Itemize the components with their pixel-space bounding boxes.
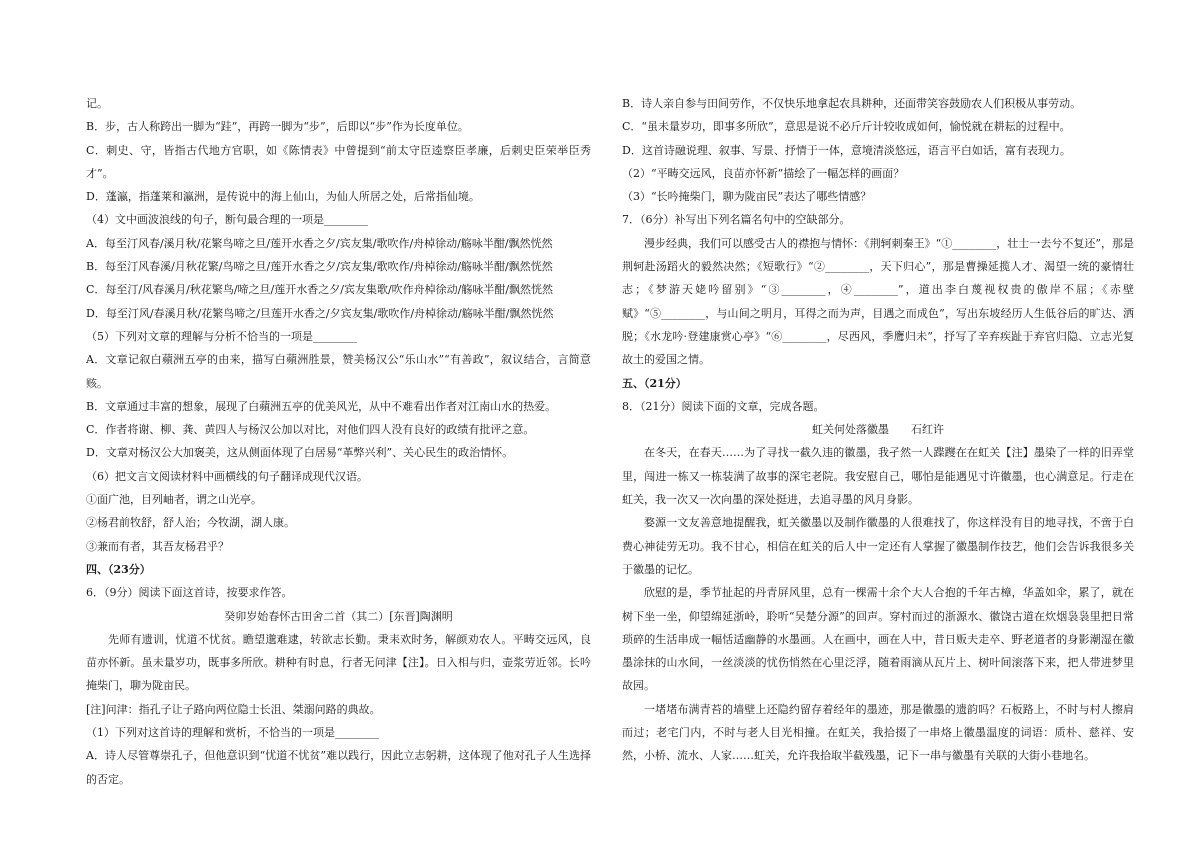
right-paragraph: 7．（6分）补写出下列名篇名句中的空缺部分。 [622,213,851,227]
left-paragraph: A．每至汀风春/溪月秋/花繁鸟啼之旦/莲开水香之夕/宾友集/歌吹作/舟棹徐动/觞咏半酣/飘然恍然 [86,236,553,250]
left-paragraph: 先师有遗训，忧道不忧贫。瞻望邈难逮，转欲志长勤。秉耒欢时务，解颜劝农人。平畴交远风，良苗亦怀新。虽未量岁功，既事多所欣。耕种有时息，行者无问津【注】。日入相与归，壶浆劳近邻。长吟掩柴门，聊为陇亩民。 [86,632,591,693]
left-paragraph: C．刺史、守，皆指古代地方官职，如《陈情表》中曾提到“前太守臣逵察臣孝廉，后刺史臣荣举臣秀才”。 [86,143,591,180]
left-paragraph: [注]问津：指孔子让子路向两位隐士长沮、桀溺问路的典故。 [86,702,381,716]
right-paragraph: （3）“长吟掩柴门，聊为陇亩民”表达了哪些情感？ [622,190,872,204]
left-paragraph: ②杨君前牧舒，舒人治；今牧湖，湖人康。 [86,516,295,530]
left-paragraph: ①面广池，目列岫者，谓之山光亭。 [86,493,262,507]
left-column [86,92,591,791]
right-paragraph: 在冬天，在春天……为了寻找一截久违的徽墨，我孑然一人蹀躞在在虹关【注】墨染了一样的旧弄堂里，闯进一栋又一栋装满了故事的深宅老院。我安慰自己，哪怕是能遇见寸许徽墨，也心满意足。行走在虹关，我一次又一次向墨的深处挺进，去追寻墨的风月身影。 [622,446,1134,507]
right-paragraph: （2）“平畴交远风，良苗亦怀新”描绘了一幅怎样的画面？ [622,166,905,180]
right-paragraph: C．“虽未量岁功，即事多所欣”，意思是说不必斤斤计较收成如何，愉悦就在耕耘的过程中。 [622,120,1071,134]
left-paragraph: 癸卯岁始春怀古田舍二首（其二）[东晋]陶渊明 [224,609,453,623]
right-paragraph: 五、（21分） [622,376,687,390]
left-paragraph: C．每至汀/风春溪月/秋花繁鸟/啼之旦/莲开水香之夕/宾友集歌/吹作舟棹徐动/觞咏半酣/飘然恍然 [86,283,554,297]
left-paragraph: A．诗人尽管尊崇孔子，但他意识到“忧道不忧贫”难以践行，因此立志躬耕，这体现了他对孔子人生选择的否定。 [86,749,591,786]
left-paragraph: B．每至汀风春溪/月秋花繁/鸟啼之旦/莲开水香之夕/宾友集/歌吹作/舟棹徐动/觞咏半酣/飘然恍然 [86,260,553,274]
right-paragraph: 欣慰的是，季节扯起的丹青屏风里，总有一棵需十余个大人合抱的千年古樟，华盖如伞，累了，就在树下坐一坐，仰望绵延浙岭，聆听“吴楚分源”的回声。穿村而过的浙源水、徽饶古道在炊烟袅袅里把日常琐碎的生活串成一幅恬适幽静的水墨画。人在画中，画在人中，昔日贩夫走卒、野老道者的身影潮湿在徽墨涂抹的山水间，一丝淡淡的忧伤悄然在心里泛浮，随着雨滴从瓦片上、树叶间滚落下来，把人带进梦里故园。 [622,586,1134,693]
left-paragraph: 6．（9分）阅读下面这首诗，按要求作答。 [86,586,293,600]
left-paragraph: 记。 [86,97,108,110]
right-paragraph: 漫步经典，我们可以感受古人的襟抱与情怀：《荆轲刺秦王》“①________，壮士一去兮不复还”，那是荆轲赴汤蹈火的毅然决然；《短歌行》“②________，天下归心”，那是曹操延揽人才、渴望一统的豪情壮志；《梦游天姥吟留别》“③________，④________”，道出李白蔑视权贵的傲岸不屈；《赤壁赋》“⑤________，与山间之明月，耳得之而为声，目遇之而成色”，写出东坡经历人生低谷后的旷达、洒脱；《水龙吟·登建康赏心亭》“⑥________，尽西风，季鹰归未”，抒写了辛弃疾趾于弃官归隐、立志光复故土的爱国之情。 [622,236,1134,367]
left-paragraph: D．文章对杨汉公大加褒美，这从侧面体现了白居易“革弊兴利”、关心民生的政治情怀。 [86,446,514,460]
left-paragraph: A．文章记叙白蘋洲五亭的由来，描写白蘋洲胜景，赞美杨汉公“乐山水”“有善政”，叙议结合，言简意赅。 [86,353,591,390]
left-paragraph: 四、（23分） [86,562,151,576]
left-paragraph: D．每至汀风/春溪月秋/花繁鸟啼之/旦莲开水香之/夕宾友集/歌吹作/舟棹徐动/觞咏半酣/飘然恍然 [86,306,554,320]
right-paragraph: D．这首诗融说理、叙事、写景、抒情于一体，意境清淡悠远，语言平白如话，富有表现力。 [622,143,1071,157]
right-paragraph: B．诗人亲自参与田间劳作，不仅快乐地拿起农具耕种，还面带笑容鼓励农人们积极从事劳动。 [622,97,1082,110]
left-paragraph: C．作者将谢、柳、龚、黄四人与杨汉公加以对比，对他们四人没有良好的政绩有批评之意。 [86,423,535,437]
left-paragraph: （5）下列对文章的理解与分析不恰当的一项是________ [86,329,357,343]
left-paragraph: B．步，古人称跨出一脚为“跬”，再跨一脚为“步”，后即以“步”作为长度单位。 [86,120,469,134]
right-paragraph: 一堵堵布满青苔的墙壁上还隐约留存着经年的墨迹，那是徽墨的遗韵吗？石板路上，不时与村人擦肩而过；老宅门内，不时与老人目光相撞。在虹关，我拾掇了一串烙上徽墨温度的词语：质朴、慈祥、安然，小桥、流水、人家……虹关，允许我拾取半截残墨，记下一串与徽墨有关联的大街小巷地名。 [622,702,1134,763]
left-paragraph: B．文章通过丰富的想象，展现了白蘋洲五亭的优美风光，从中不难看出作者对江南山水的热爱。 [86,399,557,413]
left-paragraph: （1）下列对这首诗的理解和赏析，不恰当的一项是________ [86,726,379,740]
left-paragraph: D．蓬瀛，指蓬莱和瀛洲，是传说中的海上仙山，为仙人所居之处，后常指仙境。 [86,190,480,204]
right-paragraph: 8．（21分）阅读下面的文章，完成各题。 [622,399,825,413]
right-paragraph: 婺源一文友善意地提醒我，虹关徽墨以及制作徽墨的人很难找了，你这样没有目的地寻找，不啻于白费心神徒劳无功。我不甘心，相信在虹关的后人中一定还有人掌握了徽墨制作技艺，他们会告诉我很多关于徽墨的记忆。 [622,516,1134,576]
left-paragraph: ③兼而有者，其吾友杨君乎？ [86,539,229,553]
left-paragraph: （6）把文言文阅读材料中画横线的句子翻译成现代汉语。 [86,469,368,483]
right-paragraph: 虹关何处落徽墨 石红许 [812,423,944,437]
right-column [622,92,1134,768]
left-paragraph: （4）文中画波浪线的句子，断句最合理的一项是________ [86,213,368,227]
